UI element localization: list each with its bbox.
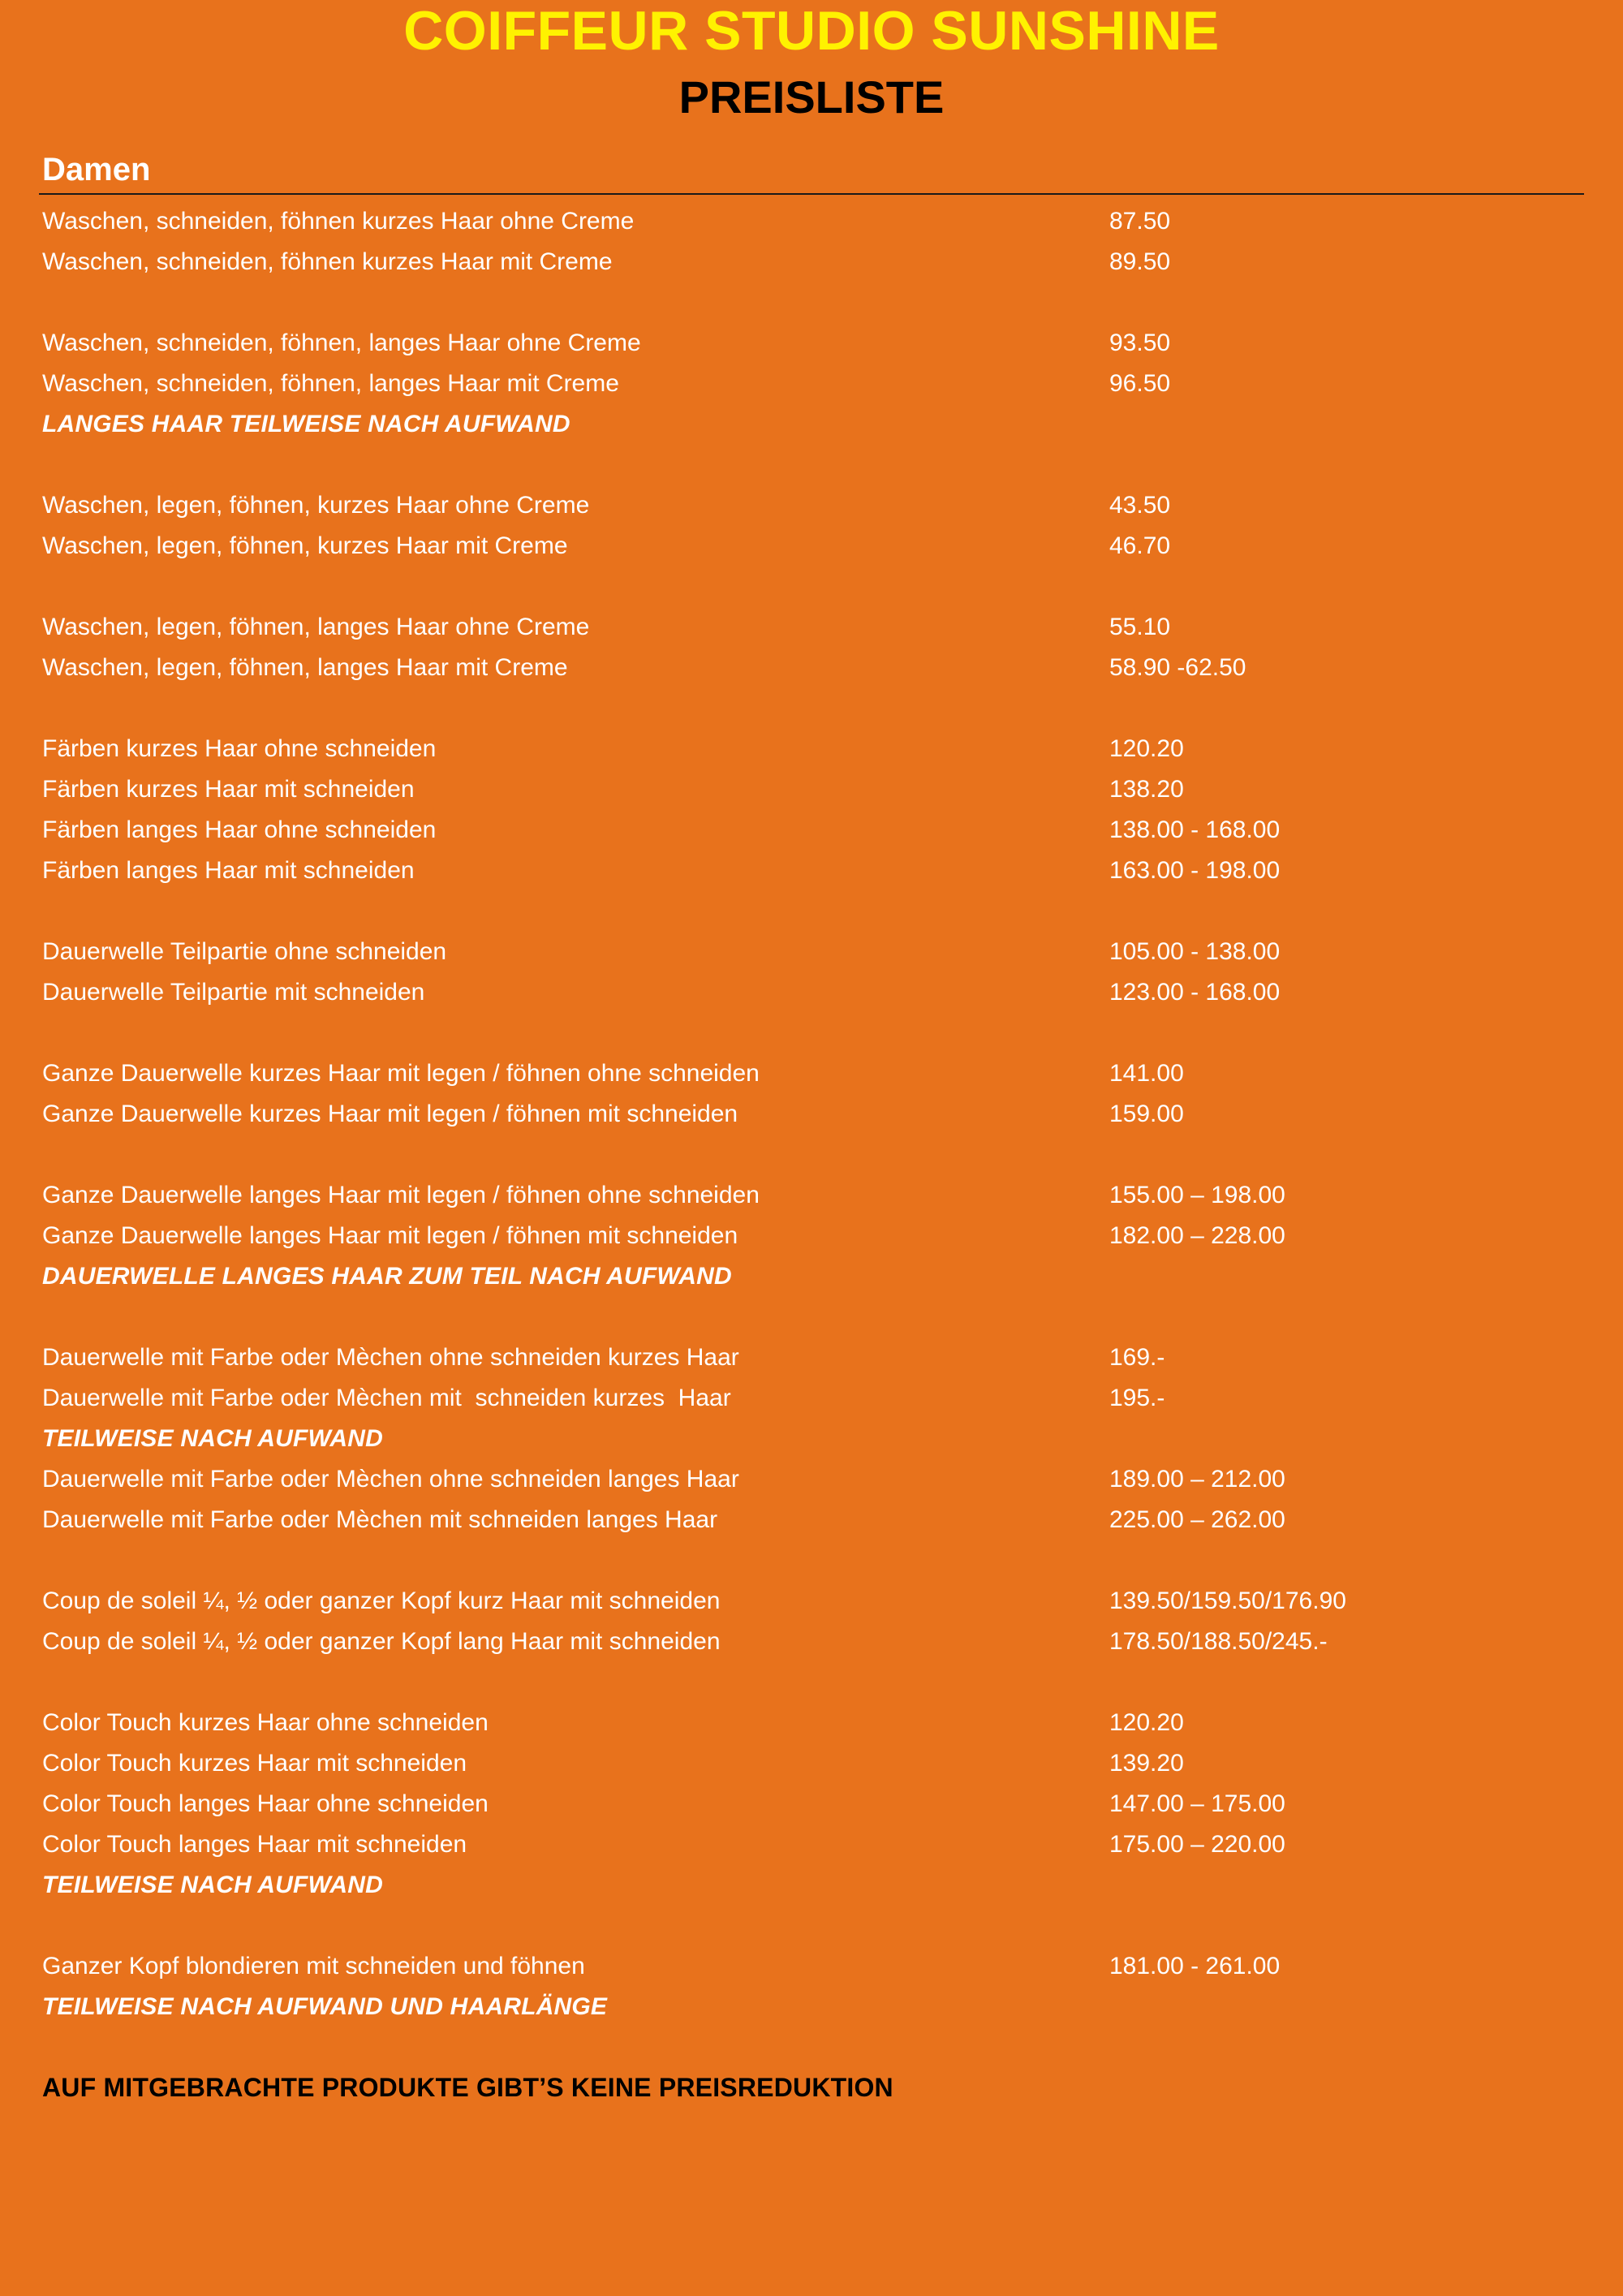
row-spacer — [42, 1540, 1584, 1581]
price-row — [42, 1743, 1584, 1784]
price-row — [42, 607, 1584, 648]
price-note-row — [42, 1256, 1584, 1297]
service-price: 181.00 - 261.00 — [1109, 1953, 1281, 1980]
service-price: 123.00 - 168.00 — [1109, 979, 1281, 1006]
page-subtitle: PREISLISTE — [678, 71, 945, 123]
price-row — [42, 851, 1584, 891]
service-label: Waschen, legen, föhnen, kurzes Haar ohne Creme — [42, 492, 590, 519]
service-price: 175.00 – 220.00 — [1109, 1831, 1285, 1859]
service-price: 141.00 — [1109, 1060, 1184, 1088]
price-row — [42, 932, 1584, 972]
service-label: Dauerwelle mit Farbe oder Mèchen ohne schneiden langes Haar — [42, 1466, 739, 1493]
price-note-row — [42, 1987, 1584, 2027]
row-spacer — [42, 688, 1584, 729]
price-row — [42, 1459, 1584, 1500]
price-row — [42, 1338, 1584, 1378]
service-price: 138.00 - 168.00 — [1109, 816, 1281, 844]
service-price: 159.00 — [1109, 1101, 1184, 1128]
price-row — [42, 769, 1584, 810]
price-row — [42, 729, 1584, 769]
price-note-label: TEILWEISE NACH AUFWAND — [42, 1425, 383, 1453]
price-note-row — [42, 1865, 1584, 1906]
service-label: Ganze Dauerwelle kurzes Haar mit legen / föhnen mit schneiden — [42, 1101, 738, 1128]
price-row — [42, 1053, 1584, 1094]
price-row — [42, 972, 1584, 1013]
price-row — [42, 1175, 1584, 1216]
service-price: 89.50 — [1109, 248, 1171, 276]
service-label: Dauerwelle mit Farbe oder Mèchen ohne schneiden kurzes Haar — [42, 1344, 739, 1372]
service-label: Ganze Dauerwelle langes Haar mit legen / föhnen ohne schneiden — [42, 1182, 760, 1209]
service-price: 120.20 — [1109, 735, 1184, 763]
service-price: 96.50 — [1109, 370, 1171, 398]
service-price: 120.20 — [1109, 1709, 1184, 1737]
service-price: 195.- — [1109, 1385, 1165, 1412]
service-price: 55.10 — [1109, 614, 1171, 641]
service-price: 189.00 – 212.00 — [1109, 1466, 1285, 1493]
price-row — [42, 1703, 1584, 1743]
row-spacer — [42, 1906, 1584, 1946]
price-row — [42, 1946, 1584, 1987]
service-label: Färben kurzes Haar mit schneiden — [42, 776, 415, 803]
price-note-row — [42, 404, 1584, 445]
service-label: Color Touch langes Haar ohne schneiden — [42, 1790, 489, 1818]
service-price: 93.50 — [1109, 330, 1171, 357]
service-price: 46.70 — [1109, 532, 1171, 560]
price-row — [42, 1581, 1584, 1622]
service-price: 43.50 — [1109, 492, 1171, 519]
service-price: 182.00 – 228.00 — [1109, 1222, 1285, 1250]
section-heading-damen: Damen — [42, 152, 151, 188]
price-note-label: TEILWEISE NACH AUFWAND UND HAARLÄNGE — [42, 1993, 608, 2021]
service-label: Dauerwelle Teilpartie ohne schneiden — [42, 938, 447, 966]
price-row-list — [39, 201, 1584, 2027]
service-label: Waschen, schneiden, föhnen kurzes Haar ohne Creme — [42, 208, 635, 235]
price-row — [42, 242, 1584, 282]
footer-note: AUF MITGEBRACHTE PRODUKTE GIBT’S KEINE PREISREDUKTION — [42, 2073, 893, 2103]
service-label: Color Touch kurzes Haar ohne schneiden — [42, 1709, 489, 1737]
row-spacer — [42, 891, 1584, 932]
price-row — [42, 1784, 1584, 1824]
price-row — [42, 364, 1584, 404]
price-row — [42, 526, 1584, 566]
price-row — [42, 1216, 1584, 1256]
service-price: 139.50/159.50/176.90 — [1109, 1587, 1346, 1615]
service-price: 169.- — [1109, 1344, 1165, 1372]
service-price: 138.20 — [1109, 776, 1184, 803]
row-spacer — [42, 1135, 1584, 1175]
price-row — [42, 1094, 1584, 1135]
service-price: 163.00 - 198.00 — [1109, 857, 1281, 885]
row-spacer — [42, 282, 1584, 323]
price-row — [42, 1824, 1584, 1865]
price-note-row — [42, 1419, 1584, 1459]
service-price: 147.00 – 175.00 — [1109, 1790, 1285, 1818]
service-label: Color Touch langes Haar mit schneiden — [42, 1831, 467, 1859]
service-label: Färben langes Haar mit schneiden — [42, 857, 415, 885]
price-row — [42, 648, 1584, 688]
price-row — [42, 810, 1584, 851]
service-label: Ganzer Kopf blondieren mit schneiden und föhnen — [42, 1953, 585, 1980]
price-note-label: LANGES HAAR TEILWEISE NACH AUFWAND — [42, 411, 570, 438]
service-label: Waschen, schneiden, föhnen, langes Haar mit Creme — [42, 370, 619, 398]
section-divider — [39, 193, 1584, 195]
price-note-label: DAUERWELLE LANGES HAAR ZUM TEIL NACH AUFWAND — [42, 1263, 732, 1290]
service-price: 58.90 -62.50 — [1109, 654, 1246, 682]
service-price: 87.50 — [1109, 208, 1171, 235]
service-label: Färben kurzes Haar ohne schneiden — [42, 735, 437, 763]
service-label: Dauerwelle Teilpartie mit schneiden — [42, 979, 425, 1006]
row-spacer — [42, 1013, 1584, 1053]
price-row — [42, 1622, 1584, 1662]
service-label: Coup de soleil ¼, ½ oder ganzer Kopf lang Haar mit schneiden — [42, 1628, 721, 1656]
service-price: 225.00 – 262.00 — [1109, 1506, 1285, 1534]
service-price: 105.00 - 138.00 — [1109, 938, 1281, 966]
service-label: Waschen, schneiden, föhnen kurzes Haar mit Creme — [42, 248, 613, 276]
service-label: Waschen, legen, föhnen, langes Haar mit Creme — [42, 654, 568, 682]
price-row — [42, 323, 1584, 364]
service-label: Färben langes Haar ohne schneiden — [42, 816, 437, 844]
service-label: Waschen, legen, föhnen, kurzes Haar mit Creme — [42, 532, 568, 560]
price-note-label: TEILWEISE NACH AUFWAND — [42, 1872, 383, 1899]
service-label: Dauerwelle mit Farbe oder Mèchen mit schneiden kurzes Haar — [42, 1385, 731, 1412]
service-price: 139.20 — [1109, 1750, 1184, 1777]
price-row — [42, 485, 1584, 526]
service-label: Waschen, legen, föhnen, langes Haar ohne Creme — [42, 614, 590, 641]
row-spacer — [42, 566, 1584, 607]
page-title: COIFFEUR STUDIO SUNSHINE — [403, 0, 1220, 62]
price-row — [42, 1500, 1584, 1540]
service-label: Ganze Dauerwelle kurzes Haar mit legen / föhnen ohne schneiden — [42, 1060, 760, 1088]
service-price: 178.50/188.50/245.- — [1109, 1628, 1328, 1656]
service-label: Color Touch kurzes Haar mit schneiden — [42, 1750, 467, 1777]
service-label: Coup de soleil ¼, ½ oder ganzer Kopf kurz Haar mit schneiden — [42, 1587, 721, 1615]
service-label: Waschen, schneiden, föhnen, langes Haar ohne Creme — [42, 330, 641, 357]
service-label: Dauerwelle mit Farbe oder Mèchen mit schneiden langes Haar — [42, 1506, 718, 1534]
row-spacer — [42, 445, 1584, 485]
row-spacer — [42, 1662, 1584, 1703]
price-row — [42, 1378, 1584, 1419]
row-spacer — [42, 1297, 1584, 1338]
service-price: 155.00 – 198.00 — [1109, 1182, 1285, 1209]
price-row — [42, 201, 1584, 242]
service-label: Ganze Dauerwelle langes Haar mit legen / föhnen mit schneiden — [42, 1222, 738, 1250]
